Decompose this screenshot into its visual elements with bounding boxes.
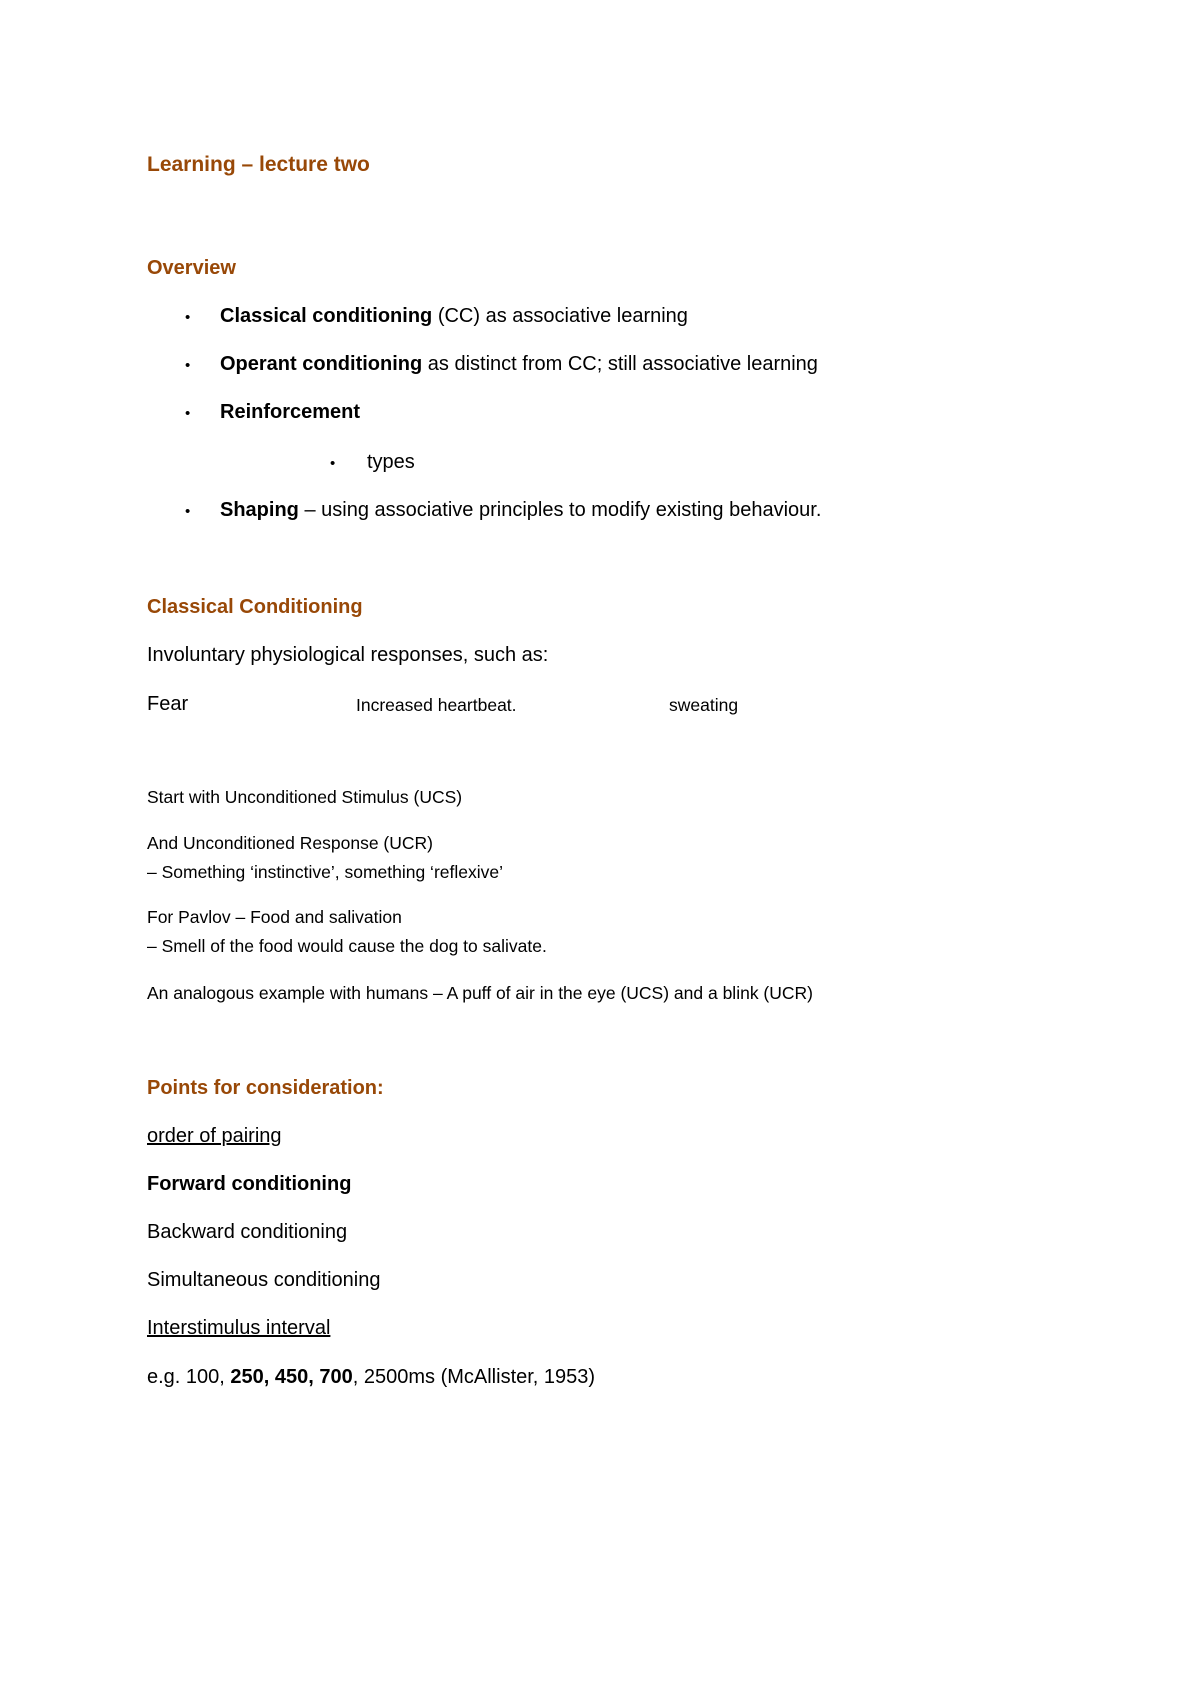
analogous-example: An analogous example with humans – A puff of air in the eye (UCS) and a blink (UCR) [147,983,813,1003]
classical-heading: Classical Conditioning [147,596,363,618]
overview-item-term: Classical conditioning [220,305,433,327]
overview-item [220,500,821,520]
classical-intro: Involuntary physiological responses, such as: [147,644,549,666]
pavlov-detail: – Smell of the food would cause the dog to salivate. [147,936,547,956]
interstimulus-interval-label: Interstimulus interval [147,1317,331,1339]
response-sweating: sweating [669,695,739,715]
overview-item [220,402,360,422]
bullet-icon: • [185,405,191,422]
overview-item-term: Reinforcement [220,401,361,423]
overview-item-text: as distinct from CC; still associative learning [422,353,818,375]
interval-example-prefix: e.g. 100, [147,1366,231,1388]
ucr-detail: – Something ‘instinctive’, something ‘reflexive’ [147,862,503,882]
bullet-icon: • [185,357,191,374]
points-heading: Points for consideration: [147,1077,384,1099]
document-title: Learning – lecture two [147,153,370,176]
forward-conditioning: Forward conditioning [147,1173,352,1195]
order-of-pairing-label: order of pairing [147,1125,282,1147]
backward-conditioning: Backward conditioning [147,1221,348,1243]
response-fear: Fear [147,693,189,715]
pavlov-line: For Pavlov – Food and salivation [147,907,402,927]
overview-heading: Overview [147,257,236,279]
interval-example-suffix: , 2500ms (McAllister, 1953) [352,1366,596,1388]
overview-item-term: Shaping [220,499,299,521]
overview-item-text: – using associative principles to modify existing behaviour. [298,499,822,521]
overview-item [220,354,818,374]
interval-example [147,1367,595,1387]
overview-item-term: Operant conditioning [220,353,423,375]
bullet-icon: • [185,309,191,326]
overview-subitem: types [367,451,415,473]
bullet-icon: • [330,455,336,472]
interval-example-bold: 250, 450, 700 [230,1366,353,1388]
ucr-line: And Unconditioned Response (UCR) [147,833,433,853]
ucs-line: Start with Unconditioned Stimulus (UCS) [147,787,463,807]
bullet-icon: • [185,503,191,520]
overview-item-text: (CC) as associative learning [432,305,688,327]
simultaneous-conditioning: Simultaneous conditioning [147,1269,381,1291]
overview-item [220,306,688,326]
response-heartbeat: Increased heartbeat. [356,695,517,715]
